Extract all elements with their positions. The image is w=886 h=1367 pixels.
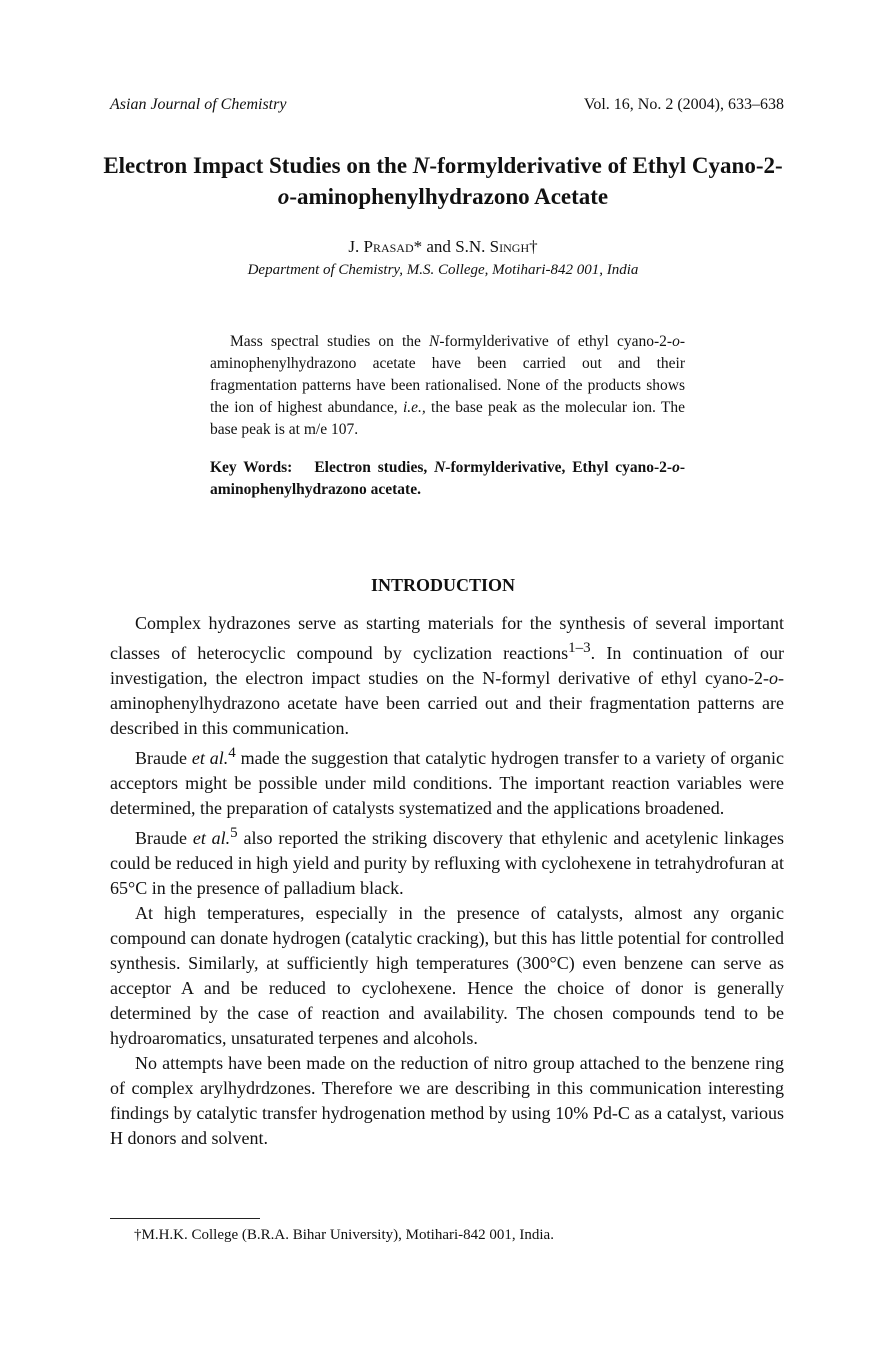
paragraph-3 <box>110 821 784 901</box>
paragraph-2 <box>110 741 784 821</box>
abstract-text: Mass spectral studies on the <box>230 333 430 350</box>
title-text: -aminophenylhydrazono Acetate <box>289 184 609 209</box>
paragraph-italic: et al. <box>191 748 229 768</box>
authors <box>0 236 886 258</box>
paragraph-text: Braude <box>135 828 193 848</box>
author-mark: * <box>413 237 423 256</box>
journal-name: Asian Journal of Chemistry <box>110 96 287 113</box>
author-surname: Singh <box>489 237 530 256</box>
author-surname: Prasad <box>363 237 414 256</box>
footnote: †M.H.K. College (B.R.A. Bihar University), Motihari-842 001, India. <box>134 1227 554 1243</box>
paragraph-italic: o <box>769 668 778 688</box>
title-text: -formylderivative of Ethyl Cyano-2- <box>429 153 783 178</box>
abstract-italic: i.e., <box>402 399 426 416</box>
abstract <box>210 331 685 441</box>
keywords-text: -aminophenylhydrazono acetate. <box>210 459 685 498</box>
running-head <box>110 96 784 118</box>
title-italic-n: N <box>412 153 430 178</box>
author-initials: S.N. <box>455 237 490 256</box>
volume-info: Vol. 16, No. 2 (2004), 633–638 <box>583 96 784 113</box>
paragraph-text: also reported the striking discovery that ethylenic and acetylenic linkages could be reduced in high yield and purity by refluxing with cyclohexene in tetrahydrofuran at 65°C in the presence of palladium black. <box>110 828 784 898</box>
keywords-text: Electron studies, <box>314 459 435 476</box>
title-italic-o: o <box>277 184 290 209</box>
paragraph-1 <box>110 611 784 741</box>
introduction-body <box>110 611 784 1151</box>
abstract-italic: o <box>672 333 680 350</box>
title-text: Electron Impact Studies on the <box>103 153 413 178</box>
author-initials: J. <box>348 237 364 256</box>
keywords-italic: N <box>434 459 446 476</box>
citation-superscript: 1–3 <box>568 640 591 656</box>
paragraph-text: . In continuation of our investigation, the electron impact studies on the N-formyl derivative of ethyl cyano-2- <box>110 643 784 688</box>
affiliation: Department of Chemistry, M.S. College, Motihari-842 001, India <box>247 262 639 278</box>
abstract-text: -formylderivative of ethyl cyano-2- <box>439 333 673 350</box>
abstract-text: the base peak as the molecular ion. The base peak is at m/e 107. <box>210 399 685 438</box>
keywords-text: -formylderivative, Ethyl cyano-2- <box>445 459 673 476</box>
author-conjunction: and <box>422 237 456 256</box>
paragraph-text: Complex hydrazones serve as starting materials for the synthesis of several important classes of heterocyclic compound by cyclization reactions <box>110 613 784 663</box>
paragraph-4: At high temperatures, especially in the presence of catalysts, almost any organic compound can donate hydrogen (catalytic cracking), but this has little potential for controlled synthesis. Similarly, at sufficiently high temperatures (300°C) even benzene can serve as acceptor A and be reduced to cyclohexene. Hence the choice of donor is generally determined by the case of reaction and availability. The chosen compounds tend to be hydroaromatics, unsaturated terpenes and alcohols. <box>110 903 784 1048</box>
paragraph-5: No attempts have been made on the reduction of nitro group attached to the benzene ring of complex arylhydrdzones. Therefore we are describing in this communication interesting findings by catalytic transfer hydrogenation method by using 10% Pd-C as a catalyst, various H donors and solvent. <box>110 1053 784 1148</box>
paragraph-italic: et al. <box>192 828 231 848</box>
section-heading-introduction: INTRODUCTION <box>370 575 516 595</box>
paragraph-text: -aminophenylhydrazono acetate have been carried out and their fragmentation patterns are described in this communication. <box>110 668 784 738</box>
abstract-italic: N <box>429 333 440 350</box>
keywords-label: Key Words: <box>210 459 293 476</box>
citation-superscript: 5 <box>230 825 238 841</box>
keywords <box>210 457 685 501</box>
keywords-italic: o <box>672 459 680 476</box>
paragraph-text: Braude <box>135 748 192 768</box>
author-mark: † <box>529 237 538 256</box>
paper-title <box>100 150 786 212</box>
paragraph-text: made the suggestion that catalytic hydrogen transfer to a variety of organic acceptors might be possible under mild conditions. The important reaction variables were determined, the preparation of catalysts systematized and the applications broadened. <box>110 748 784 818</box>
abstract-text: -aminophenylhydrazono acetate have been carried out and their fragmentation patterns have been rationalised. None of the products shows the ion of highest abundance, <box>210 333 685 416</box>
citation-superscript: 4 <box>228 745 236 761</box>
footnote-rule <box>110 1218 260 1219</box>
